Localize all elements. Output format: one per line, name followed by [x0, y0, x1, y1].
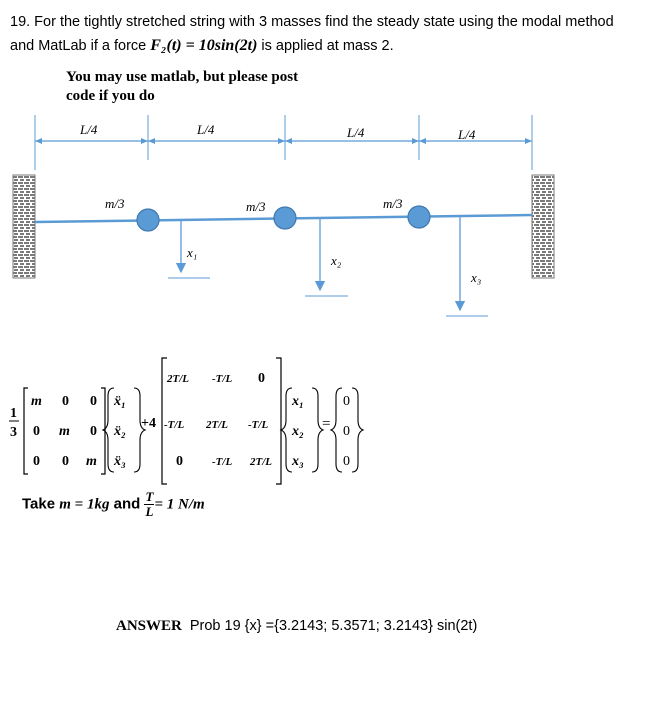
disp-entry: x₁: [292, 394, 304, 409]
mass-label-2: m/3: [246, 199, 266, 214]
stiffness-right-bracket: [276, 358, 281, 484]
mass-matrix-cell: m: [31, 394, 42, 409]
mass-label-1: m/3: [105, 196, 125, 211]
mass-matrix-cell: 0: [90, 424, 97, 439]
rhs-right-brace: [352, 388, 363, 472]
scalar-denominator: 3: [10, 425, 17, 440]
problem-line-2-prefix: and MatLab if a force: [10, 38, 151, 54]
right-wall: [532, 175, 554, 278]
ratio-numerator: T: [145, 489, 154, 504]
rhs-entry: 0: [343, 454, 350, 469]
and-word: and: [109, 495, 145, 513]
stiffness-cell: 0: [176, 454, 183, 469]
plus-four: +4: [141, 416, 156, 431]
dimension-line: [35, 115, 532, 170]
mass-1: [137, 209, 159, 231]
equals-sign: =: [322, 416, 331, 432]
problem-line-1: 19. For the tightly stretched string with 3 masses find the steady state using the modal method: [10, 14, 614, 30]
stiffness-cell: -T/L: [212, 373, 233, 385]
tension-ratio: [144, 490, 154, 519]
left-wall: [13, 175, 35, 278]
segment-label-2: L/4: [197, 122, 215, 137]
mass-matrix-cell: 0: [62, 454, 69, 469]
stiffness-cell: 2T/L: [167, 373, 189, 385]
string-mass-diagram: [0, 110, 671, 325]
rhs-entry: 0: [343, 424, 350, 439]
mass-3: [408, 206, 430, 228]
mass-label-3: m/3: [383, 196, 403, 211]
problem-line-2: [10, 34, 660, 58]
rhs-entry: 0: [343, 394, 350, 409]
stiffness-cell: -T/L: [248, 419, 269, 431]
accel-entry: ẍ₂: [114, 424, 126, 439]
segment-label-1: L/4: [80, 122, 98, 137]
accel-entry: ẍ₁: [114, 394, 126, 409]
mass-matrix-cell: m: [86, 454, 97, 469]
stiffness-cell: 2T/L: [250, 456, 272, 468]
mass-matrix-cell: 0: [62, 394, 69, 409]
segment-label-3: L/4: [347, 125, 365, 140]
problem-line-2-suffix: is applied at mass 2.: [257, 38, 394, 54]
note-line-2: code if you do: [66, 88, 155, 104]
accel-entry: ẍ₃: [114, 454, 126, 469]
displacement-arrow-2: [305, 218, 348, 296]
scalar-numerator: 1: [10, 406, 17, 421]
force-expression: F₂(t) = 10sin(2t): [150, 37, 258, 54]
equation-of-motion: [0, 350, 671, 490]
stiffness-cell: -T/L: [212, 456, 233, 468]
ratio-denominator: L: [145, 504, 154, 519]
segment-label-4: L/4: [458, 127, 476, 142]
ratio-value: = 1 N/m: [154, 496, 205, 513]
given-values: [22, 490, 205, 519]
stiffness-cell: 0: [258, 371, 265, 386]
answer-label: ANSWER: [116, 618, 182, 634]
disp-entry: x₂: [292, 424, 304, 439]
mass-matrix-left-bracket: [24, 388, 28, 474]
displacement-arrow-3: [446, 217, 488, 316]
answer: [116, 618, 477, 635]
mass-matrix-cell: m: [59, 424, 70, 439]
displacement-label-3: x₃: [471, 270, 482, 285]
mass-matrix-cell: 0: [33, 454, 40, 469]
matlab-note: [66, 68, 298, 106]
stiffness-cell: -T/L: [164, 419, 185, 431]
displacement-label-2: x₂: [331, 253, 342, 268]
mass-matrix-cell: 0: [90, 394, 97, 409]
mass-value: m = 1kg: [59, 496, 110, 513]
displacement-label-1: x₁: [187, 245, 198, 260]
problem-statement: [10, 10, 660, 58]
mass-matrix-cell: 0: [33, 424, 40, 439]
mass-2: [274, 207, 296, 229]
stiffness-matrix-cells: [164, 371, 272, 469]
rhs-left-brace: [331, 388, 342, 472]
stiffness-cell: 2T/L: [206, 419, 228, 431]
answer-text: Prob 19 {x} ={3.2143; 5.3571; 3.2143} sin(2t): [189, 618, 478, 634]
take-prefix: Take: [22, 495, 60, 513]
note-line-1: You may use matlab, but please post: [66, 69, 299, 85]
disp-vector-left-brace: [281, 388, 292, 472]
disp-entry: x₃: [292, 454, 304, 469]
